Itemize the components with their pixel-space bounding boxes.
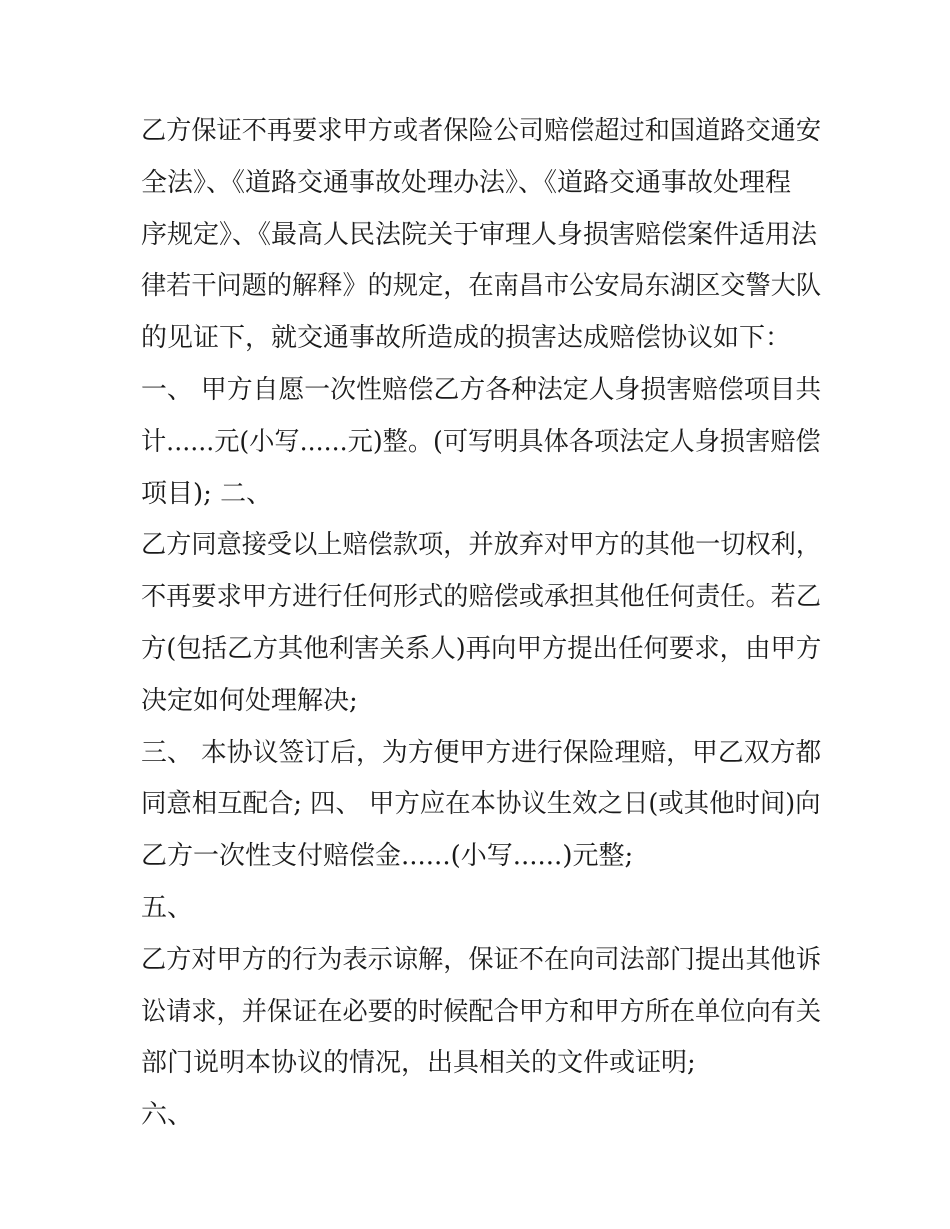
clause-six-heading: 六、 xyxy=(141,1100,194,1131)
text-line: 部门说明本协议的情况，出具相关的文件或证明; xyxy=(141,1048,696,1079)
clause-two-heading: 项目); 二、 xyxy=(141,478,273,509)
text-line: 全法》、《道路交通事故处理办法》、《道路交通事故处理程 xyxy=(141,167,792,198)
clause-four: 同意相互配合; 四、 甲方应在本协议生效之日(或其他时间)向 xyxy=(141,789,821,820)
clause-three: 三、 本协议签订后，为方便甲方进行保险理赔，甲乙双方都 xyxy=(141,737,822,768)
text-line: 方(包括乙方其他利害关系人)再向甲方提出任何要求，由甲方 xyxy=(141,633,822,664)
clause-five-heading: 五、 xyxy=(141,892,194,923)
text-line: 计......元(小写......元)整。(可写明具体各项法定人身损害赔偿 xyxy=(141,426,821,457)
text-line: 序规定》、《最高人民法院关于审理人身损害赔偿案件适用法 xyxy=(141,219,818,250)
agreement-body xyxy=(141,106,821,1142)
text-line: 乙方一次性支付赔偿金......(小写......)元整; xyxy=(141,841,634,872)
text-line: 乙方同意接受以上赔偿款项，并放弃对甲方的其他一切权利， xyxy=(141,530,822,561)
text-line: 乙方对甲方的行为表示谅解，保证不在向司法部门提出其他诉 xyxy=(141,944,822,975)
text-line: 不再要求甲方进行任何形式的赔偿或承担其他任何责任。若乙 xyxy=(141,582,822,613)
text-line: 决定如何处理解决; xyxy=(141,685,358,716)
clause-one: 一、 甲方自愿一次性赔偿乙方各种法定人身损害赔偿项目共 xyxy=(141,374,822,405)
text-line: 的见证下，就交通事故所造成的损害达成赔偿协议如下： xyxy=(141,323,792,354)
text-line: 讼请求，并保证在必要的时候配合甲方和甲方所在单位向有关 xyxy=(141,996,822,1027)
text-line: 律若干问题的解释》的规定，在南昌市公安局东湖区交警大队 xyxy=(141,271,822,302)
text-line: 乙方保证不再要求甲方或者保险公司赔偿超过和国道路交通安 xyxy=(141,116,822,146)
